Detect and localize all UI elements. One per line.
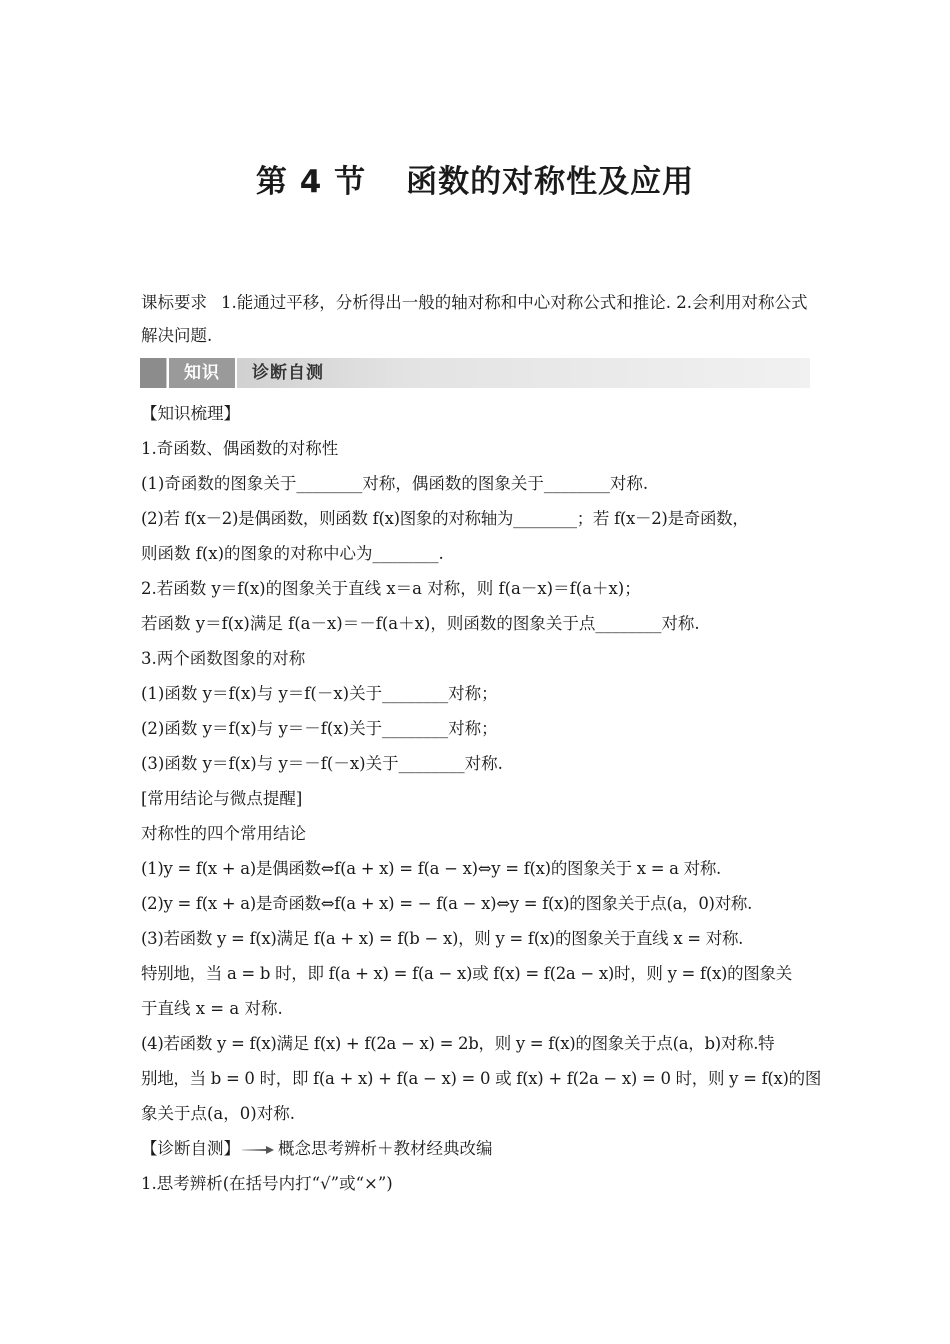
text-line: 别地，当 b = 0 时，即 f(a + x) + f(a − x) = 0 或 f(x) + f(2a − x) = 0 时，则 y = f(x)的图 [141,1069,822,1088]
text-line: 3.两个函数图象的对称 [141,649,306,668]
requirement-label: 课标要求 [141,293,207,312]
right-arrow-icon [242,1145,274,1155]
text-line: (1)y = f(x + a)是偶函数⇔f(a + x) = f(a − x)⇔y = f(x)的图象关于 x = a 对称. [141,859,722,878]
banner-text: 诊断自测 [252,363,324,383]
self-test-subtitle: 概念思考辨析＋教材经典改编 [278,1139,493,1158]
section-name: 函数的对称性及应用 [406,164,695,200]
text-line: 2.若函数 y＝f(x)的图象关于直线 x＝a 对称，则 f(a－x)＝f(a＋x)； [141,579,641,598]
text-line: (1)奇函数的图象关于________对称，偶函数的图象关于________对称. [141,474,649,493]
section-banner [140,358,810,388]
self-test-heading [141,1131,813,1166]
text-line: 1.思考辨析(在括号内打“√”或“×”) [141,1174,393,1193]
text-line: 于直线 x = a 对称. [141,999,283,1018]
banner-tab: 知识 [167,358,237,388]
text-line: (2)若 f(x－2)是偶函数，则函数 f(x)图象的对称轴为________；若 f(x－2)是奇函数， [141,509,749,528]
text-line: 特别地，当 a = b 时，即 f(a + x) = f(a − x)或 f(x) = f(2a − x)时，则 y = f(x)的图象关 [141,964,792,983]
section-number: 第 4 节 [255,164,367,200]
text-line: 1.奇函数、偶函数的对称性 [141,439,339,458]
main-content [141,286,822,1201]
text-line: (4)若函数 y = f(x)满足 f(x) + f(2a − x) = 2b，则 y = f(x)的图象关于点(a，b)对称.特 [141,1034,775,1053]
page-title [0,156,950,201]
text-line: (2)y = f(x + a)是奇函数⇔f(a + x) = − f(a − x)⇔y = f(x)的图象关于点(a，0)对称. [141,894,753,913]
text-line: (3)函数 y＝f(x)与 y＝－f(－x)关于________对称. [141,754,503,773]
requirement-text: 1.能通过平移，分析得出一般的轴对称和中心对称公式和推论. 2.会利用对称公式解决问题. [141,293,808,345]
text-line: 对称性的四个常用结论 [141,824,306,843]
curriculum-requirement [141,286,813,352]
text-line: 象关于点(a，0)对称. [141,1104,295,1123]
self-test-label: 【诊断自测】 [141,1139,240,1158]
text-line: [常用结论与微点提醒] [141,789,303,808]
text-line: (1)函数 y＝f(x)与 y＝f(－x)关于________对称； [141,684,498,703]
text-line: (3)若函数 y = f(x)满足 f(a + x) = f(b − x)，则 y = f(x)的图象关于直线 x = 对称. [141,929,744,948]
text-line: 则函数 f(x)的图象的对称中心为________. [141,544,444,563]
text-line: 【知识梳理】 [141,404,240,423]
text-line: (2)函数 y＝f(x)与 y＝－f(x)关于________对称； [141,719,498,738]
text-line: 若函数 y＝f(x)满足 f(a－x)＝－f(a＋x)，则函数的图象关于点________对称. [141,614,700,633]
